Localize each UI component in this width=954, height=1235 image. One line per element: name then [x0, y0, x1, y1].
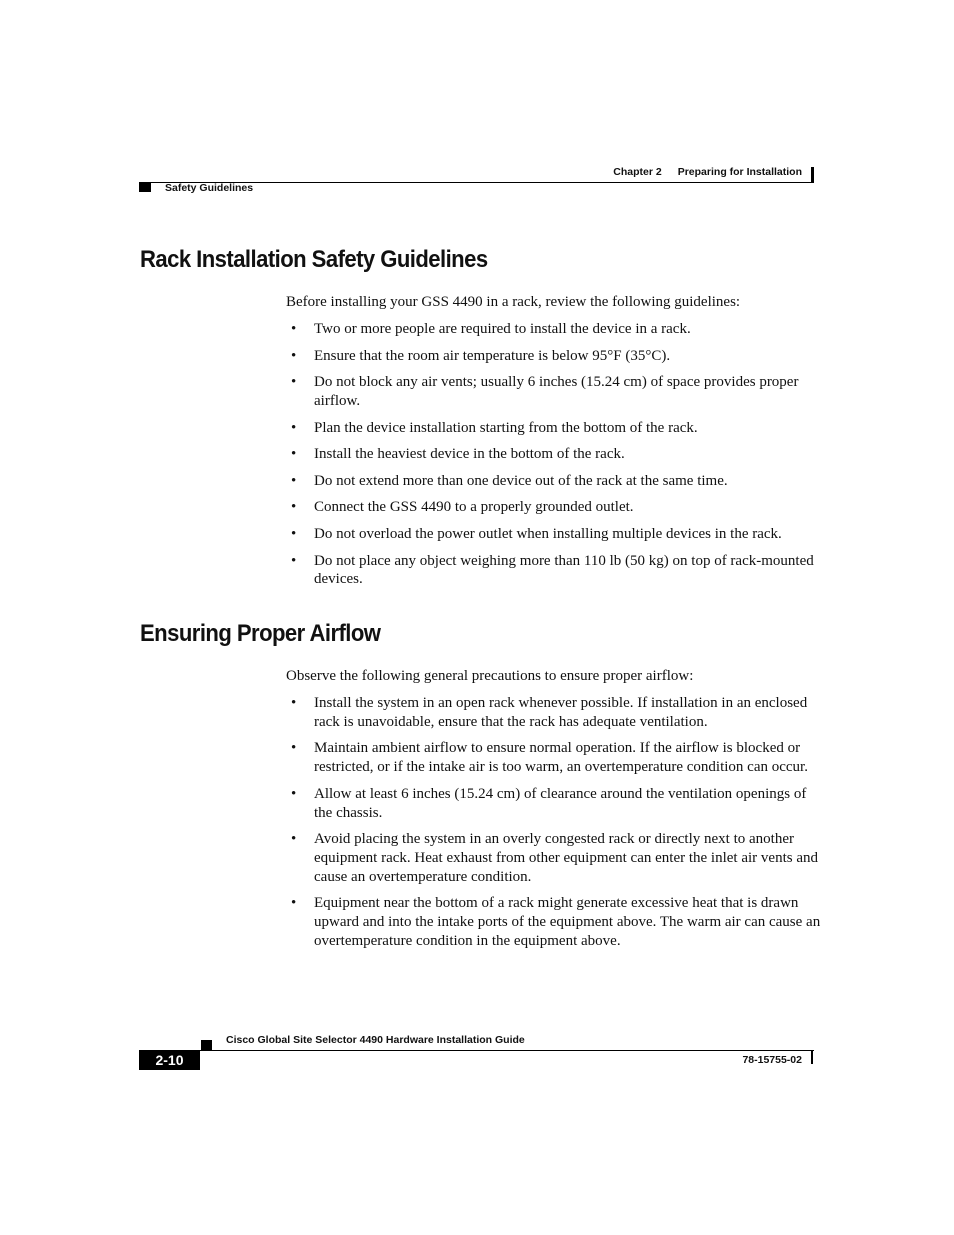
bullet-list-proper-airflow: [286, 694, 826, 959]
list-item: • Do not overload the power outlet when installing multiple devices in the rack.: [291, 525, 782, 542]
list-item: • Plan the device installation starting from the bottom of the rack.: [291, 419, 698, 436]
list-item: • Do not block any air vents; usually 6 inches (15.24 cm) of space provides proper airflow.: [291, 374, 799, 409]
header-vertical-bar: [811, 167, 814, 183]
bullet-marker: •: [291, 785, 297, 802]
header-square-marker: [139, 183, 151, 192]
bullet-marker: •: [291, 831, 297, 848]
list-item: • Do not place any object weighing more than 110 lb (50 kg) on top of rack-mounted devices.: [291, 552, 814, 588]
list-item: • Do not extend more than one device out of the rack at the same time.: [291, 472, 728, 489]
bullet-list-rack-installation: [286, 320, 826, 597]
bullet-marker: •: [291, 740, 297, 757]
bullet-marker: •: [291, 499, 297, 516]
bullet-marker: •: [291, 321, 297, 337]
bullet-marker: •: [291, 525, 297, 542]
list-item: • Equipment near the bottom of a rack might generate excessive heat that is drawn upward and into the intake ports of the equipment above. The warm air can cause an overtemperature condition in the equipment above.: [291, 895, 821, 949]
bullet-marker: •: [291, 695, 297, 711]
bullet-marker: •: [291, 446, 297, 463]
chapter-label: Chapter 2: [613, 166, 662, 178]
section-intro-rack-installation: Before installing your GSS 4490 in a rack, review the following guidelines:: [286, 294, 741, 310]
list-item: • Two or more people are required to install the device in a rack.: [291, 321, 691, 337]
list-item: • Install the system in an open rack whenever possible. If installation in an enclosed rack is unavoidable, ensure that the rack has adequate ventilation.: [291, 695, 808, 730]
list-item: • Ensure that the room air temperature is below 95°F (35°C).: [291, 347, 671, 364]
running-header-chapter: [613, 166, 802, 178]
running-header-section: Safety Guidelines: [165, 182, 254, 194]
footer-book-title: Cisco Global Site Selector 4490 Hardware Installation Guide: [226, 1034, 525, 1046]
footer-square-marker: [201, 1040, 212, 1050]
bullet-marker: •: [291, 419, 297, 436]
footer-doc-number: 78-15755-02: [742, 1054, 802, 1066]
bullet-marker: •: [291, 374, 297, 391]
list-item: • Allow at least 6 inches (15.24 cm) of clearance around the ventilation openings of the chassis.: [291, 785, 807, 821]
section-intro-proper-airflow: Observe the following general precautions to ensure proper airflow:: [286, 668, 694, 684]
bullet-marker: •: [291, 895, 297, 912]
section-heading-rack-installation: Rack Installation Safety Guidelines: [140, 246, 488, 273]
footer-vertical-bar: [811, 1050, 813, 1064]
page-number: 2-10: [139, 1050, 200, 1070]
chapter-title: Preparing for Installation: [677, 166, 802, 178]
list-item: • Avoid placing the system in an overly congested rack or directly next to another equipment rack. Heat exhaust from other equipment can enter the inlet air vents and cause an overtemperature condition.: [291, 831, 818, 885]
bullet-marker: •: [291, 552, 297, 569]
list-item: • Install the heaviest device in the bottom of the rack.: [291, 446, 625, 463]
section-heading-proper-airflow: Ensuring Proper Airflow: [140, 620, 381, 647]
bullet-marker: •: [291, 347, 297, 364]
footer-rule: [139, 1050, 814, 1051]
bullet-marker: •: [291, 472, 297, 489]
list-item: • Connect the GSS 4490 to a properly grounded outlet.: [291, 499, 634, 516]
list-item: • Maintain ambient airflow to ensure normal operation. If the airflow is blocked or restricted, or if the intake air is too warm, an overtemperature condition can occur.: [291, 740, 808, 776]
